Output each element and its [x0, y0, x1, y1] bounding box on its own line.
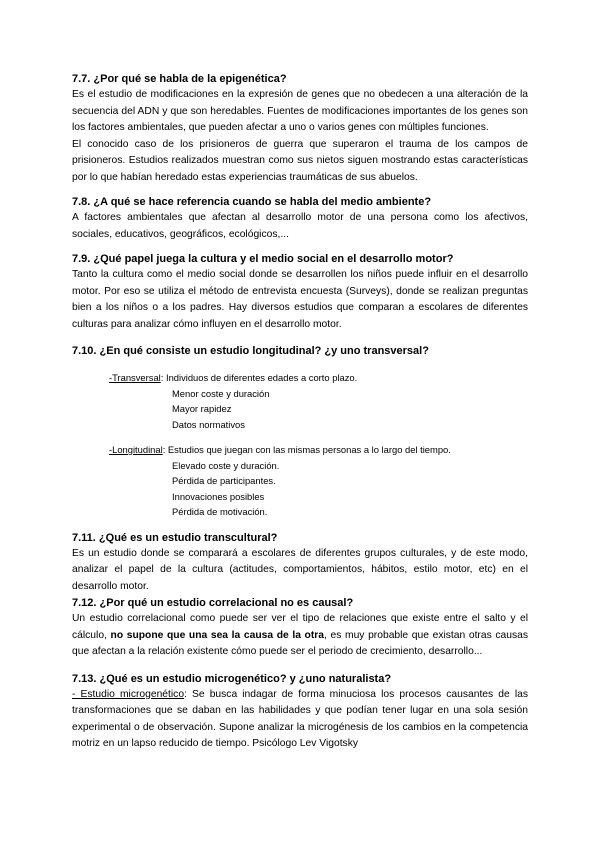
section-7-13-heading: 7.13. ¿Qué es un estudio microgenético? y ¿uno naturalista?	[72, 672, 392, 685]
section-7-8-heading: 7.8. ¿A qué se hace referencia cuando se habla del medio ambiente?	[72, 196, 432, 208]
section-7-10-heading: 7.10. ¿En qué consiste un estudio longitudinal? ¿y uno transversal?	[72, 345, 429, 357]
longitudinal-label: -Longitudinal	[109, 444, 163, 455]
longitudinal-item: Pérdida de participantes.	[172, 475, 276, 486]
longitudinal-line	[109, 442, 528, 458]
section-7-13-text: : Se busca indagar de forma minuciosa los procesos causantes de las transformaciones que se daban en las habilidades y que podían tener lugar en una sola sesión experimental o de observación. Supone analizar la microgénesis de los cambios en la competencia motriz en un lapso reducido de tiempo. Psicólogo Lev Vigotsky	[72, 688, 528, 749]
section-7-12-text-b: , es muy probable que existan otras causas que afectan a la relación existente cómo puede ser el periodo de crecimiento, desarrollo...	[72, 629, 528, 657]
section-7-12-heading: 7.12. ¿Por qué un estudio correlacional no es causal?	[72, 597, 354, 609]
transversal-line	[109, 370, 528, 386]
transversal-item: Mayor rapidez	[172, 403, 232, 414]
section-7-12-paragraph	[72, 611, 528, 661]
section-7-13-paragraph	[72, 687, 528, 753]
section-7-9-heading: 7.9. ¿Qué papel juega la cultura y el medio social en el desarrollo motor?	[72, 253, 454, 265]
section-7-8-paragraph: A factores ambientales que afectan al desarrollo motor de una persona como los afectivos, sociales, educativos, geográficos, ecológicos,...	[72, 212, 528, 240]
section-7-12-text-a: Un estudio correlacional como puede ser ver el tipo de relaciones que existe entre el salto y el cálculo,	[72, 613, 528, 641]
longitudinal-text: : Estudios que juegan con las mismas personas a lo largo del tiempo.	[162, 444, 451, 455]
section-7-7-paragraph-2: El conocido caso de los prisioneros de guerra que superaron el trauma de los campos de prisioneros. Estudios realizados muestran como sus nietos siguen mostrando estas características por lo que habían heredado estas experiencias traumáticas de sus abuelos.	[72, 138, 528, 183]
transversal-text: : Individuos de diferentes edades a corto plazo.	[160, 372, 358, 383]
transversal-item: Menor coste y duración	[172, 387, 270, 399]
section-7-11-heading: 7.11. ¿Qué es un estudio transcultural?	[72, 531, 278, 544]
transversal-item: Datos normativos	[172, 418, 245, 430]
longitudinal-item: Pérdida de motivación.	[172, 506, 268, 517]
section-7-9-paragraph: Tanto la cultura como el medio social donde se desarrollen los niños puede influir en el desarrollo motor. Por eso se utiliza el método de entrevista encuesta (Surveys), donde se realizan preguntas bien a los niños o a los padres. Hay diversos estudios que comparan a escolares de diferentes culturas para analizar cómo influyen en el desarrollo motor.	[72, 269, 528, 330]
section-7-7-paragraph-1: Es el estudio de modificaciones en la expresión de genes que no obedecen a una alteración de la secuencia del ADN y que son heredables. Fuentes de modificaciones importantes de los genes son los factores ambientales, que pueden afectar a uno o varios genes con múltiples funciones.	[72, 89, 528, 133]
microgenetic-label: - Estudio microgenético	[72, 688, 185, 700]
transversal-label: -Transversal	[109, 372, 161, 383]
section-7-7-heading: 7.7. ¿Por qué se habla de la epigenética?	[72, 73, 287, 85]
section-7-11-paragraph: Es un estudio donde se comparará a escolares de diferentes grupos culturales, y de este modo, analizar el papel de la cultura (actitudes, comportamientos, hábitos, estilo motor, etc) en el desarrollo motor.	[72, 547, 528, 592]
section-7-12-bold-text: no supone que una sea la causa de la otra	[110, 629, 325, 641]
study-types-list	[109, 370, 528, 520]
longitudinal-item: Elevado coste y duración.	[172, 459, 280, 471]
longitudinal-item: Innovaciones posibles	[172, 490, 265, 502]
document-page	[72, 71, 528, 753]
